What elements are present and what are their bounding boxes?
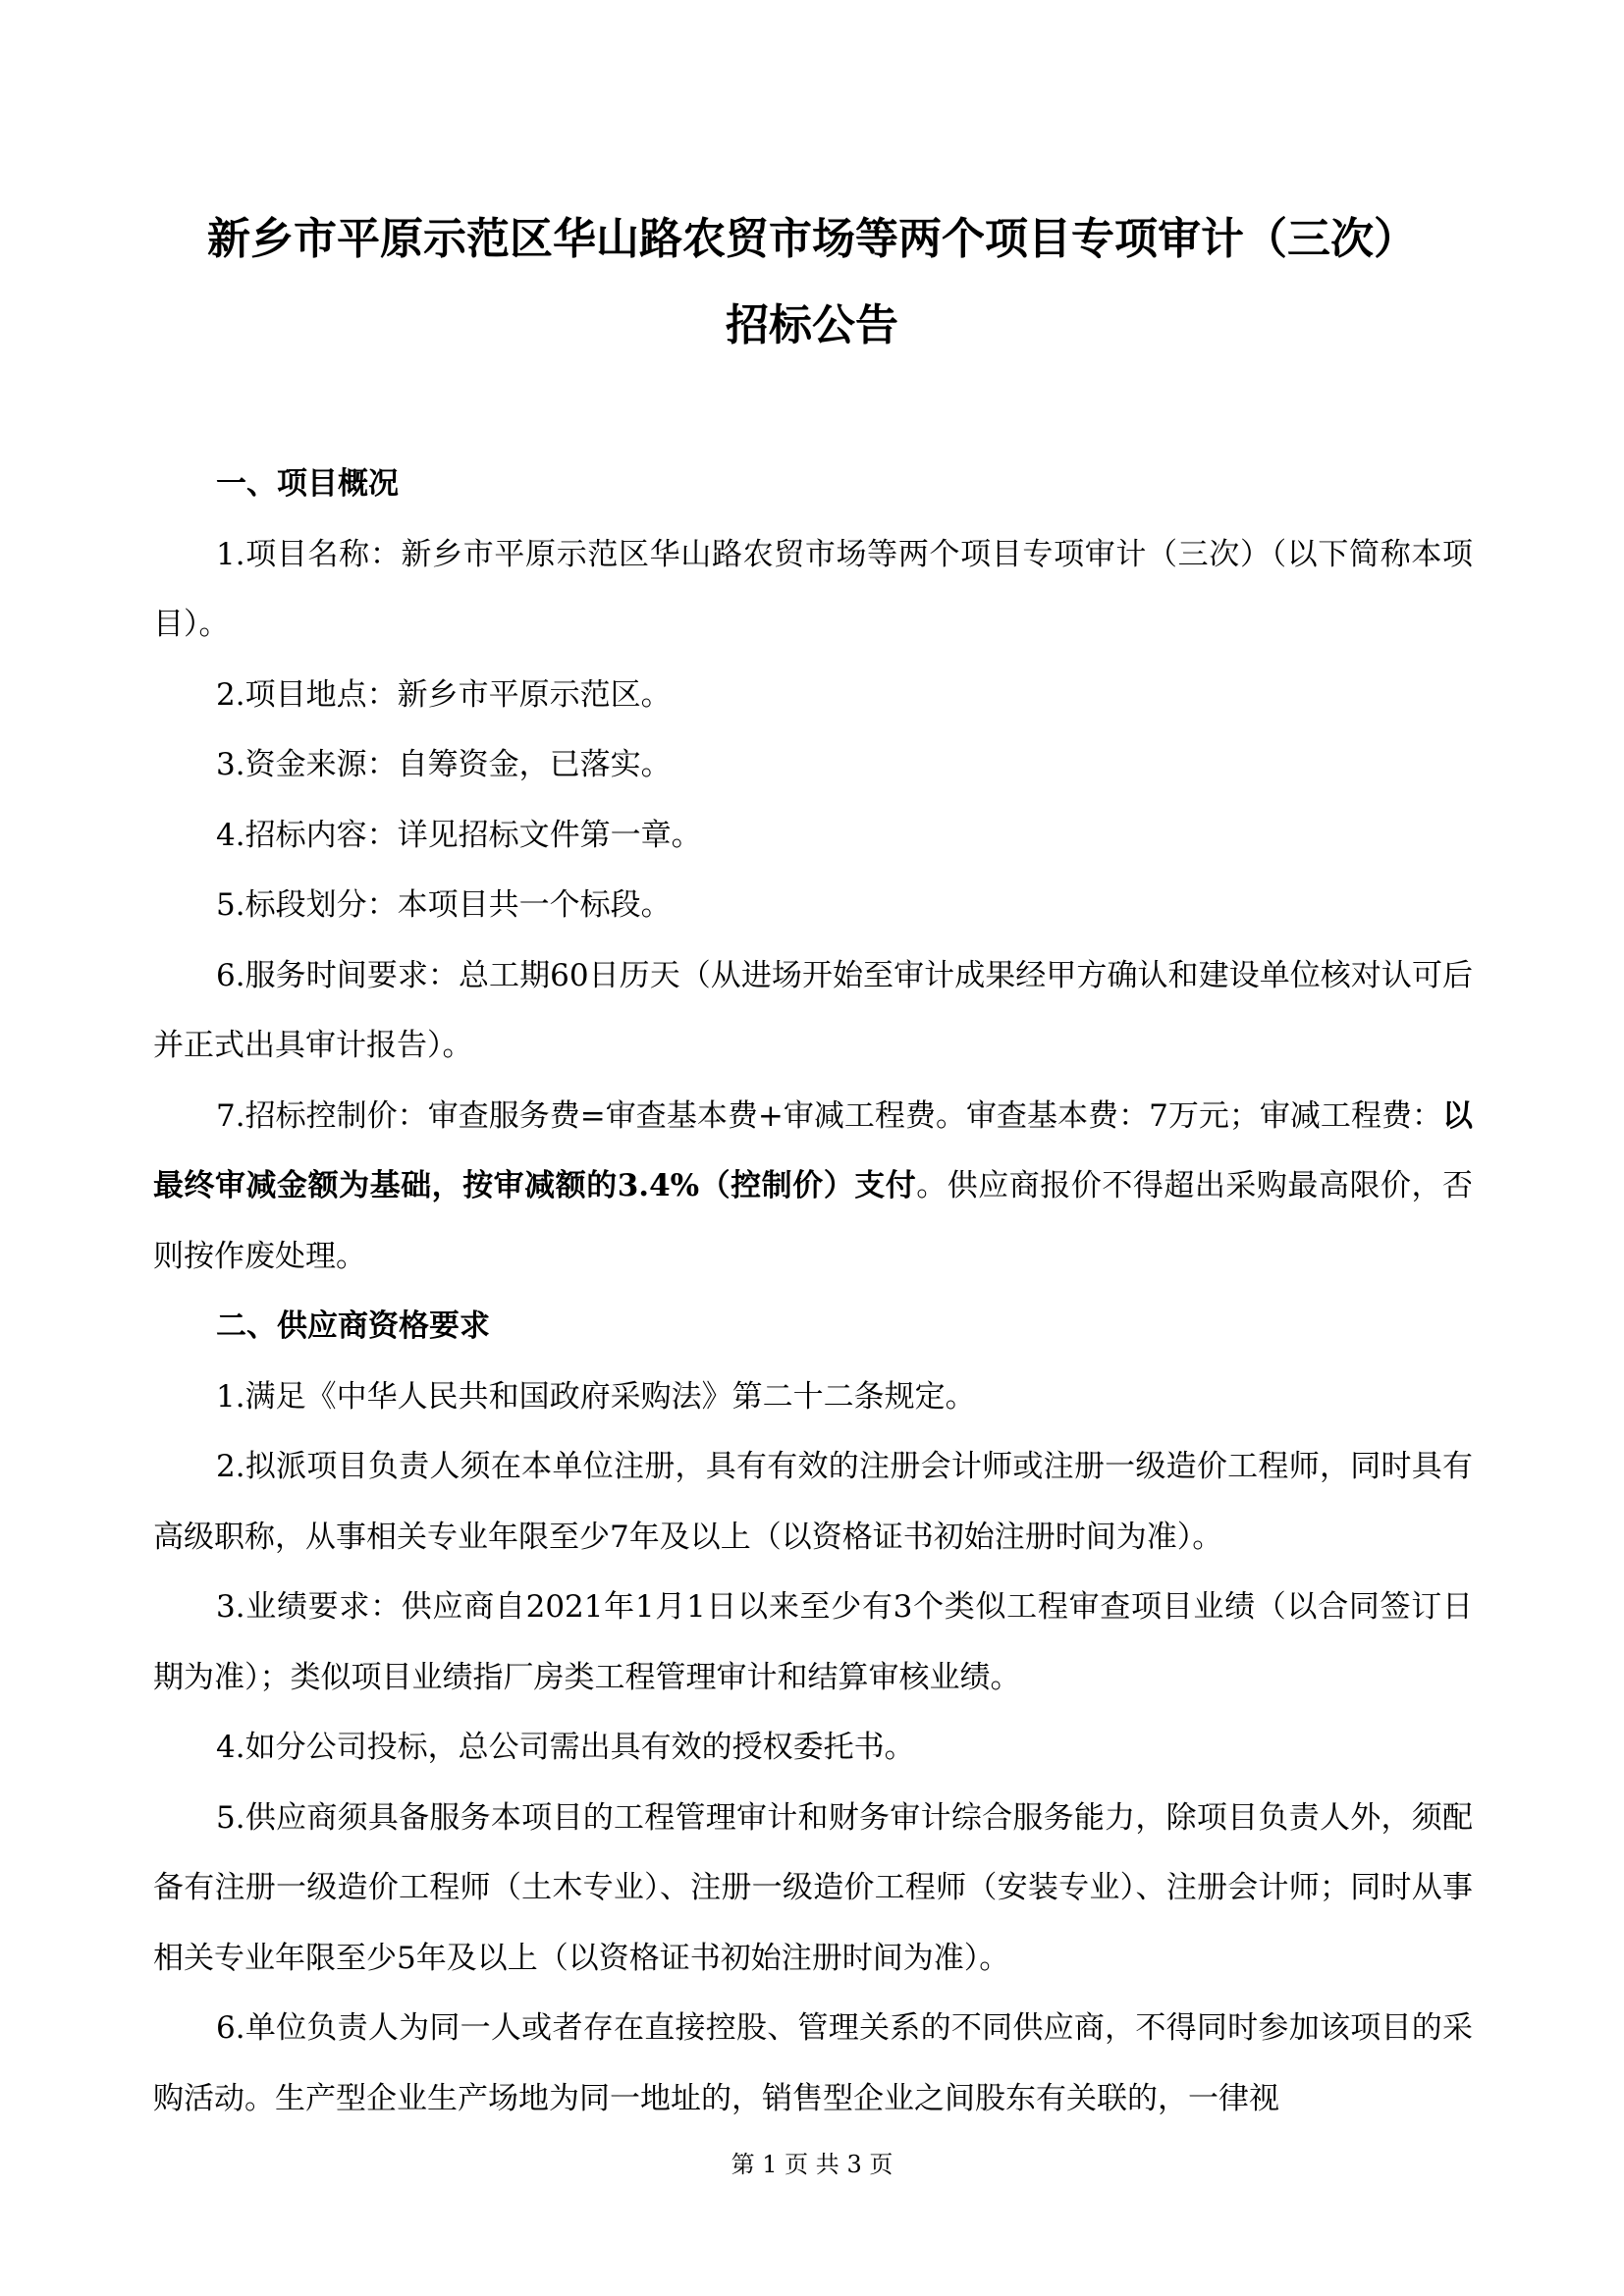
paragraph: 2.拟派项目负责人须在本单位注册，具有有效的注册会计师或注册一级造价工程师，同时具有高级职称，从事相关专业年限至少7年及以上（以资格证书初始注册时间为准）。: [153, 1449, 1473, 1555]
paragraph: 1.项目名称：新乡市平原示范区华山路农贸市场等两个项目专项审计（三次）（以下简称本项目）。: [153, 536, 1473, 642]
paragraph: 3.业绩要求：供应商自2021年1月1日以来至少有3个类似工程审查项目业绩（以合同签订日期为准）；类似项目业绩指厂房类工程管理审计和结算审核业绩。: [153, 1589, 1473, 1695]
paragraph: 3.资金来源：自筹资金，已落实。: [216, 747, 672, 782]
section-heading-qualification: 二、供应商资格要求: [216, 1308, 490, 1344]
control-price-tail: 。供应商报价不得超出采购最高限价，否则按作废处理。: [153, 1168, 1474, 1274]
section-heading-overview: 一、项目概况: [216, 466, 399, 502]
paragraph: 4.招标内容：详见招标文件第一章。: [216, 817, 702, 853]
page-number-footer: 第 1 页 共 3 页: [731, 2151, 893, 2178]
paragraph: 6.单位负责人为同一人或者存在直接控股、管理关系的不同供应商，不得同时参加该项目的采购活动。生产型企业生产场地为同一地址的，销售型企业之间股东有关联的，一律视: [153, 2010, 1473, 2116]
paragraph: 1.满足《中华人民共和国政府采购法》第二十二条规定。: [216, 1378, 976, 1415]
paragraph: 4.如分公司投标，总公司需出具有效的授权委托书。: [216, 1730, 915, 1765]
control-price-emphasis: 以最终审减金额为基础，按审减额的3.4%（控制价）支付: [153, 1097, 1473, 1203]
document-title: 新乡市平原示范区华山路农贸市场等两个项目专项审计（三次）: [207, 214, 1417, 264]
paragraph: 2.项目地点：新乡市平原示范区。: [216, 676, 672, 713]
paragraph: 5.供应商须具备服务本项目的工程管理审计和财务审计综合服务能力，除项目负责人外，须配备有注册一级造价工程师（土木专业）、注册一级造价工程师（安装专业）、注册会计师；同时从事相关专业年限至少5年及以上（以资格证书初始注册时间为准）。: [153, 1799, 1473, 1976]
control-price-lead: 7.招标控制价：审查服务费=审查基本费+审减工程费。审查基本费：7万元；审减工程费：: [216, 1097, 1442, 1134]
document-subtitle: 招标公告: [726, 300, 898, 350]
paragraph: 5.标段划分：本项目共一个标段。: [216, 887, 672, 923]
paragraph-control-price: [153, 1082, 1473, 1293]
paragraph: 6.服务时间要求：总工期60日历天（从进场开始至审计成果经甲方确认和建设单位核对认可后并正式出具审计报告）。: [153, 957, 1473, 1063]
document-body: [153, 450, 1473, 2134]
